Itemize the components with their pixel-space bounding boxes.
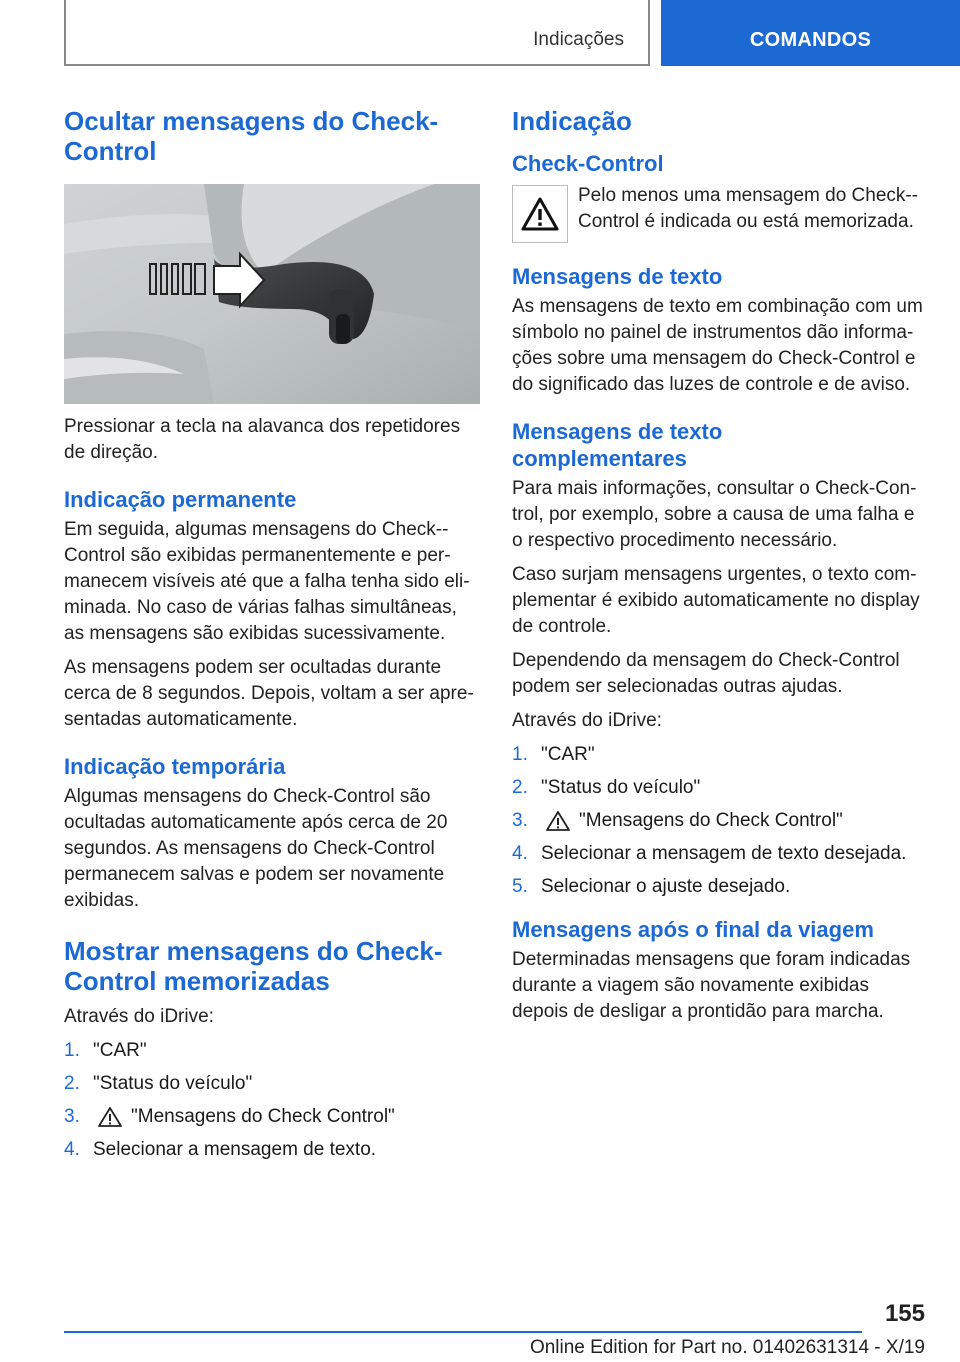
list-item [64, 1104, 480, 1130]
step-number: 5. [512, 876, 528, 897]
step-text: "Status do veículo" [541, 777, 701, 798]
page-number: 155 [884, 1300, 925, 1327]
step-text: "Status do veículo" [93, 1073, 253, 1094]
step-number: 1. [64, 1040, 80, 1061]
right-column [512, 100, 930, 1033]
paragraph-supplementary-3: Dependendo da mensagem do Check-Control podem ser selecionadas outras ajudas. [512, 650, 900, 697]
warning-triangle-icon [545, 810, 571, 832]
list-item [64, 1071, 480, 1097]
heading-display: Indicação [512, 106, 632, 136]
step-text: "Mensagens do Check Control" [579, 810, 843, 831]
warning-triangle-icon [97, 1106, 123, 1128]
steps-list-right [512, 742, 930, 900]
list-item [512, 841, 930, 867]
step-number: 3. [64, 1106, 80, 1127]
step-text: "CAR" [93, 1040, 147, 1061]
via-idrive-left: Através do iDrive: [64, 1006, 214, 1027]
header-section-frame [64, 0, 650, 66]
step-text: Selecionar o ajuste desejado. [541, 876, 791, 897]
heading-after-trip-messages: Mensagens após o final da viagem [512, 917, 874, 942]
step-text: "CAR" [541, 744, 595, 765]
paragraph-temporary: Algumas mensagens do Check-Control são ocultadas automaticamente após cerca de 20 segundos. As mensagens do Check-Control permanecem salvas e podem ser novamente exibidas. [64, 786, 448, 911]
warning-note [512, 183, 930, 243]
list-item [512, 808, 930, 834]
left-column [64, 100, 480, 1170]
step-text: Selecionar a mensagem de texto desejada. [541, 843, 907, 864]
footer-divider [64, 1331, 862, 1333]
list-item [512, 775, 930, 801]
warning-triangle-icon [520, 196, 560, 232]
paragraph-supplementary-1: Para mais informações, consultar o Check-Con‐trol, por exemplo, sobre a causa de uma falha e o respectivo procedimento necessário. [512, 478, 917, 551]
heading-hide-messages: Ocultar mensagens do Check-Control [64, 106, 439, 166]
heading-temporary-display: Indicação temporária [64, 754, 286, 779]
step-number: 1. [512, 744, 528, 765]
list-item [512, 874, 930, 900]
paragraph-text-messages: As mensagens de texto em combinação com um símbolo no painel de instrumentos dão informa‐ções sobre uma mensagem do Check-Control e do significado das luzes de controle e de aviso. [512, 296, 923, 395]
warning-note-text: Pelo menos uma mensagem do Check--Control é indicada ou está memorizada. [578, 185, 919, 232]
step-text: Selecionar a mensagem de texto. [93, 1139, 377, 1160]
photo-caption: Pressionar a tecla na alavanca dos repetidores de direção. [64, 416, 461, 463]
step-text: "Mensagens do Check Control" [131, 1106, 395, 1127]
heading-permanent-display: Indicação permanente [64, 487, 297, 512]
step-number: 2. [64, 1073, 80, 1094]
heading-show-stored-messages: Mostrar mensagens do Check-Control memorizadas [64, 936, 443, 996]
list-item [64, 1137, 480, 1163]
header-chapter-title: COMANDOS [749, 29, 872, 51]
header-section-title: Indicações [533, 29, 624, 50]
list-item [512, 742, 930, 768]
paragraph-supplementary-2: Caso surjam mensagens urgentes, o texto com‐plementar é exibido automaticamente no display de controle. [512, 564, 920, 637]
heading-text-messages: Mensagens de texto [512, 264, 723, 289]
footer-edition: Online Edition for Part no. 01402631314 - X/19 [529, 1337, 925, 1358]
turn-signal-lever-photo [64, 184, 480, 404]
step-number: 2. [512, 777, 528, 798]
header-chapter-tab [661, 0, 960, 66]
warning-symbol-box [512, 185, 568, 243]
heading-check-control: Check-Control [512, 151, 664, 176]
paragraph-permanent-2: As mensagens podem ser ocultadas durante cerca de 8 segundos. Depois, voltam a ser apre‐sentadas automaticamente. [64, 657, 474, 730]
list-item [64, 1038, 480, 1064]
step-number: 4. [64, 1139, 80, 1160]
step-number: 3. [512, 810, 528, 831]
heading-supplementary-messages: Mensagens de texto complementares [512, 419, 723, 471]
paragraph-after-trip: Determinadas mensagens que foram indicadas durante a viagem são novamente exibidas depois de desligar a prontidão para marcha. [512, 949, 911, 1022]
step-number: 4. [512, 843, 528, 864]
steps-list-left [64, 1038, 480, 1163]
via-idrive-right: Através do iDrive: [512, 710, 662, 731]
paragraph-permanent-1: Em seguida, algumas mensagens do Check--Control são exibidas permanentemente e per‐manecem visíveis até que a falha tenha sido eli‐minada. No caso de várias falhas simultâneas, as mensagens são exibidas sucessivamente. [64, 519, 470, 644]
